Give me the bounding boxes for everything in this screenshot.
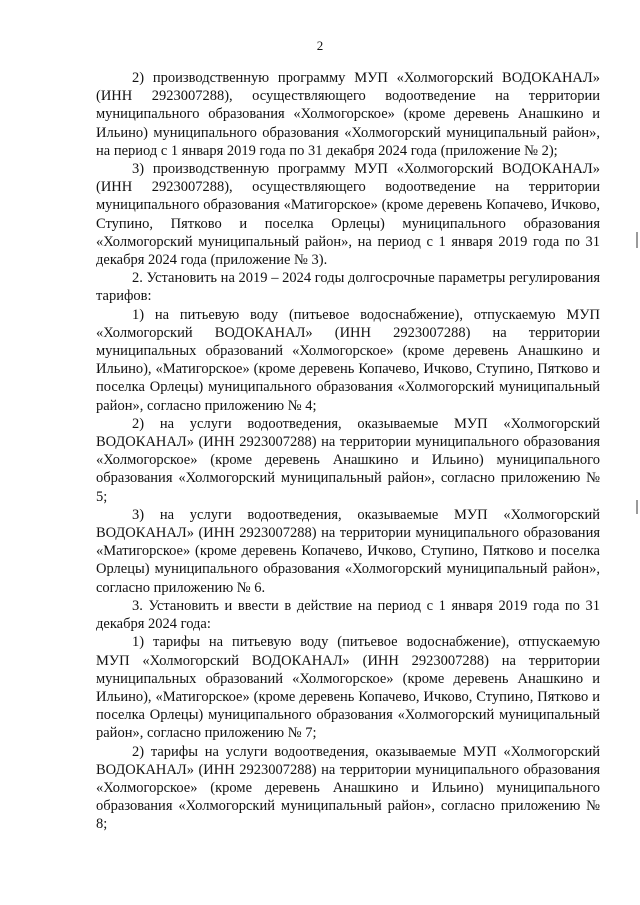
paragraph-item-3-program: 3) производственную программу МУП «Холмогорский ВОДОКАНАЛ» (ИНН 2923007288), осуществляющего водоотведение на территории муниципального образования «Матигорское» (кроме деревень Копачево, Ичково, Ступино, Пятково и поселка Орлецы) муниципального образования «Холмогорский муниципальный район», на период с 1 января 2019 года по 31 декабря 2024 года (приложение № 3).: [96, 161, 600, 269]
paragraph-section-2-item-2: 2) на услуги водоотведения, оказываемые МУП «Холмогорский ВОДОКАНАЛ» (ИНН 2923007288) на территории муниципального образования «Холмогорское» (кроме деревень Анашкино и Ильино) муниципального образования «Холмогорский муниципальный район», согласно приложению № 5;: [96, 415, 600, 505]
paragraph-section-2-item-3: 3) на услуги водоотведения, оказываемые МУП «Холмогорский ВОДОКАНАЛ» (ИНН 2923007288) на территории муниципального образования «Матигорское» (кроме деревень Копачево, Ичково, Ступино, Пятково и поселка Орлецы) муниципального образования «Холмогорский муниципальный район», согласно приложению № 6.: [96, 506, 600, 596]
paragraph-section-3-item-2: 2) тарифы на услуги водоотведения, оказываемые МУП «Холмогорский ВОДОКАНАЛ» (ИНН 2923007288) на территории муниципального образования «Холмогорское» (кроме деревень Анашкино и Ильино) муниципального образования «Холмогорский муниципальный район», согласно приложению № 8;: [96, 743, 600, 833]
document-body: [96, 69, 600, 834]
page-number: 2: [316, 38, 324, 53]
paragraph-section-3: 3. Установить и ввести в действие на период с 1 января 2019 года по 31 декабря 2024 года:: [96, 597, 600, 633]
paragraph-section-3-item-1: 1) тарифы на питьевую воду (питьевое водоснабжение), отпускаемую МУП «Холмогорский ВОДОКАНАЛ» (ИНН 2923007288) на территории муниципальных образований «Холмогорское» (кроме деревень Анашкино и Ильино), «Матигорское» (кроме деревень Копачево, Ичково, Ступино, Пятково и поселка Орлецы) муниципального образования «Холмогорский муниципальный район», согласно приложению № 7;: [96, 634, 600, 742]
paragraph-item-2-program: 2) производственную программу МУП «Холмогорский ВОДОКАНАЛ» (ИНН 2923007288), осуществляющего водоотведение на территории муниципального образования «Холмогорское» (кроме деревень Анашкино и Ильино) муниципального образования «Холмогорский муниципальный район», на период с 1 января 2019 года по 31 декабря 2024 года (приложение № 2);: [96, 70, 600, 159]
scan-edge-mark: [636, 232, 638, 248]
scan-edge-mark: [636, 500, 638, 514]
paragraph-section-2-item-1: 1) на питьевую воду (питьевое водоснабжение), отпускаемую МУП «Холмогорский ВОДОКАНАЛ» (ИНН 2923007288) на территории муниципальных образований «Холмогорское» (кроме деревень Анашкино и Ильино), «Матигорское» (кроме деревень Копачево, Ичково, Ступино, Пятково и поселка Орлецы) муниципального образования «Холмогорский муниципальный район», согласно приложению № 4;: [96, 306, 600, 414]
paragraph-section-2: 2. Установить на 2019 – 2024 годы долгосрочные параметры регулирования тарифов:: [96, 270, 600, 305]
